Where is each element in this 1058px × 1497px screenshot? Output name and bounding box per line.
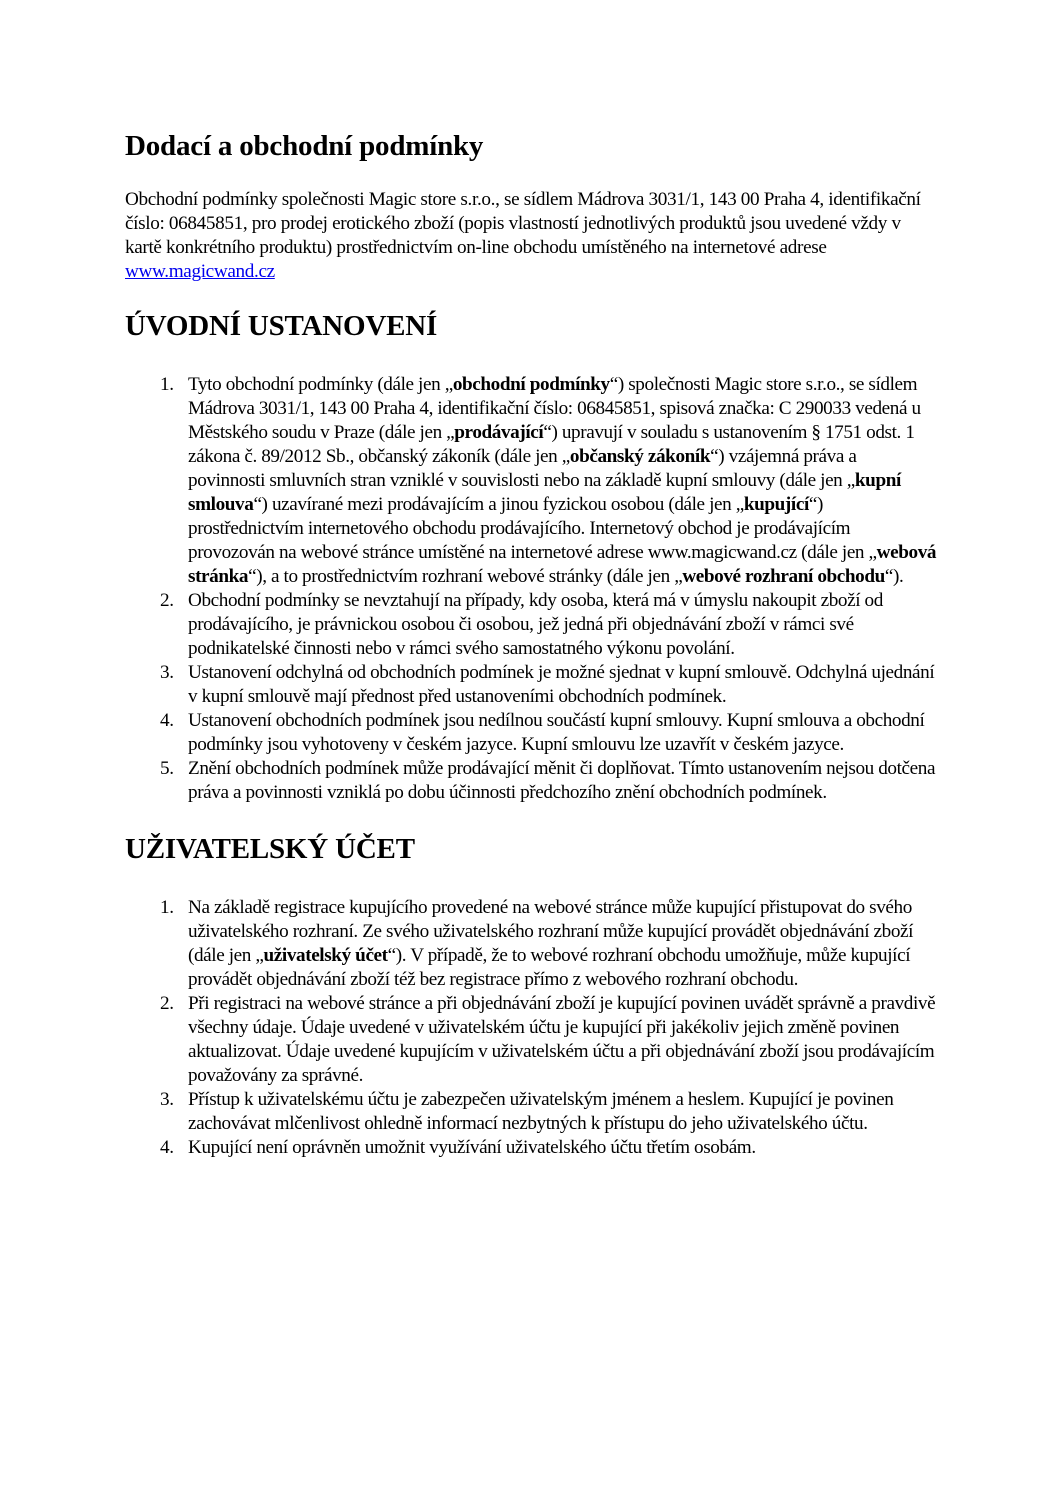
list-item xyxy=(125,896,937,992)
list-item-text: Obchodní podmínky se nevztahují na případy, kdy osoba, která má v úmyslu nakoupit zboží od prodávajícího, je právnickou osobou či osobou, jež jedná při objednávání zboží v rámci své podnikatelské činnosti nebo v rámci svého samostatného výkonu povolání. xyxy=(188,590,883,659)
list-item-number: 4. xyxy=(160,710,174,731)
list-item-text: “) prostřednictvím internetového obchodu prodávajícího. Internetový obchod je prodávajícím provozován na webové stránce umístěné na internetové adrese www.magicwand.cz (dále jen „ xyxy=(188,494,877,563)
list-item-text: Při registraci na webové stránce a při objednávání zboží je kupující povinen uvádět správně a pravdivě všechny údaje. Údaje uvedené v uživatelském účtu je kupující při jakékoliv jejich změně povinen aktualizovat. Údaje uvedené kupujícím v uživatelském účtu a při objednávání zboží jsou prodávajícím považovány za správné. xyxy=(188,993,936,1086)
website-link[interactable]: www.magicwand.cz xyxy=(125,261,275,282)
list-item-text: “) společnosti Magic store s.r.o., se sídlem Mádrova 3031/1, 143 00 Praha 4, identifikační číslo: 06845851, spisová značka: C 290033 vedená u Městského soudu v Praze (dále jen „ xyxy=(188,374,921,443)
list-item-number: 3. xyxy=(160,1089,174,1110)
list-item-text: “) uzavírané mezi prodávajícím a jinou fyzickou osobou (dále jen „ xyxy=(253,494,744,515)
list-item xyxy=(125,661,937,709)
list-item-text: “), a to prostřednictvím rozhraní webové stránky (dále jen „ xyxy=(248,566,683,587)
defined-term: webová stránka xyxy=(188,542,937,587)
list-item-number: 1. xyxy=(160,374,174,395)
list-item-text: Znění obchodních podmínek může prodávající měnit či doplňovat. Tímto ustanovením nejsou dotčena práva a povinnosti vzniklá po dobu účinnosti předchozího znění obchodních podmínek. xyxy=(188,758,936,803)
defined-term: kupující xyxy=(743,494,809,515)
list-item xyxy=(125,589,937,661)
section-list-uvodni-ustanoveni xyxy=(125,373,937,805)
list-item xyxy=(125,1088,937,1136)
list-item-text: “) vzájemná práva a povinnosti smluvních stran vzniklé v souvislosti nebo na základě kupní smlouvy (dále jen „ xyxy=(188,446,857,491)
defined-term: obchodní podmínky xyxy=(452,374,610,395)
list-item-text: Tyto obchodní podmínky (dále jen „ xyxy=(188,374,453,395)
list-item xyxy=(125,757,937,805)
section-list-uzivatelsky-ucet xyxy=(125,896,937,1160)
document-title: Dodací a obchodní podmínky xyxy=(125,130,484,162)
section-heading-uvodni-ustanoveni: ÚVODNÍ USTANOVENÍ xyxy=(125,310,438,342)
defined-term: webové rozhraní obchodu xyxy=(682,566,885,587)
list-item xyxy=(125,709,937,757)
list-item xyxy=(125,1136,937,1160)
list-item-number: 2. xyxy=(160,590,174,611)
list-item-text: “) upravují v souladu s ustanovením § 1751 odst. 1 zákona č. 89/2012 Sb., občanský zákoník (dále jen „ xyxy=(188,422,915,467)
list-item-number: 3. xyxy=(160,662,174,683)
document-page xyxy=(125,128,937,1160)
list-item-text: Přístup k uživatelskému účtu je zabezpečen uživatelským jménem a heslem. Kupující je povinen zachovávat mlčenlivost ohledně informací nezbytných k přístupu do jeho uživatelského účtu. xyxy=(188,1089,894,1134)
defined-term: občanský zákoník xyxy=(569,446,711,467)
defined-term: kupní smlouva xyxy=(188,470,901,515)
list-item-number: 2. xyxy=(160,993,174,1014)
list-item-number: 1. xyxy=(160,897,174,918)
list-item-text: Ustanovení odchylná od obchodních podmínek je možné sjednat v kupní smlouvě. Odchylná ujednání v kupní smlouvě mají přednost před ustanoveními obchodních podmínek. xyxy=(188,662,935,707)
intro-paragraph xyxy=(125,188,937,284)
list-item-text: Kupující není oprávněn umožnit využívání uživatelského účtu třetím osobám. xyxy=(188,1137,756,1158)
intro-text: Obchodní podmínky společnosti Magic store s.r.o., se sídlem Mádrova 3031/1, 143 00 Praha 4, identifikační číslo: 06845851, pro prodej erotického zboží (popis vlastností jednotlivých produktů jsou uvedené vždy v kartě konkrétního produktu) prostřednictvím on-line obchodu umístěného na internetové adrese xyxy=(125,189,921,258)
list-item xyxy=(125,373,937,589)
list-item-text: Ustanovení obchodních podmínek jsou nedílnou součástí kupní smlouvy. Kupní smlouva a obchodní podmínky jsou vyhotoveny v českém jazyce. Kupní smlouvu lze uzavřít v českém jazyce. xyxy=(188,710,925,755)
list-item-number: 5. xyxy=(160,758,174,779)
list-item-text: “). xyxy=(884,566,904,587)
defined-term: uživatelský účet xyxy=(263,945,388,966)
list-item-text: “). V případě, že to webové rozhraní obchodu umožňuje, může kupující provádět objednávání zboží též bez registrace přímo z webového rozhraní obchodu. xyxy=(188,945,911,990)
list-item-number: 4. xyxy=(160,1137,174,1158)
section-heading-uzivatelsky-ucet: UŽIVATELSKÝ ÚČET xyxy=(125,833,415,865)
defined-term: prodávající xyxy=(454,422,544,443)
list-item-text: Na základě registrace kupujícího provedené na webové stránce může kupující přistupovat do svého uživatelského rozhraní. Ze svého uživatelského rozhraní může kupující provádět objednávání zboží (dále jen „ xyxy=(188,897,914,966)
list-item xyxy=(125,992,937,1088)
